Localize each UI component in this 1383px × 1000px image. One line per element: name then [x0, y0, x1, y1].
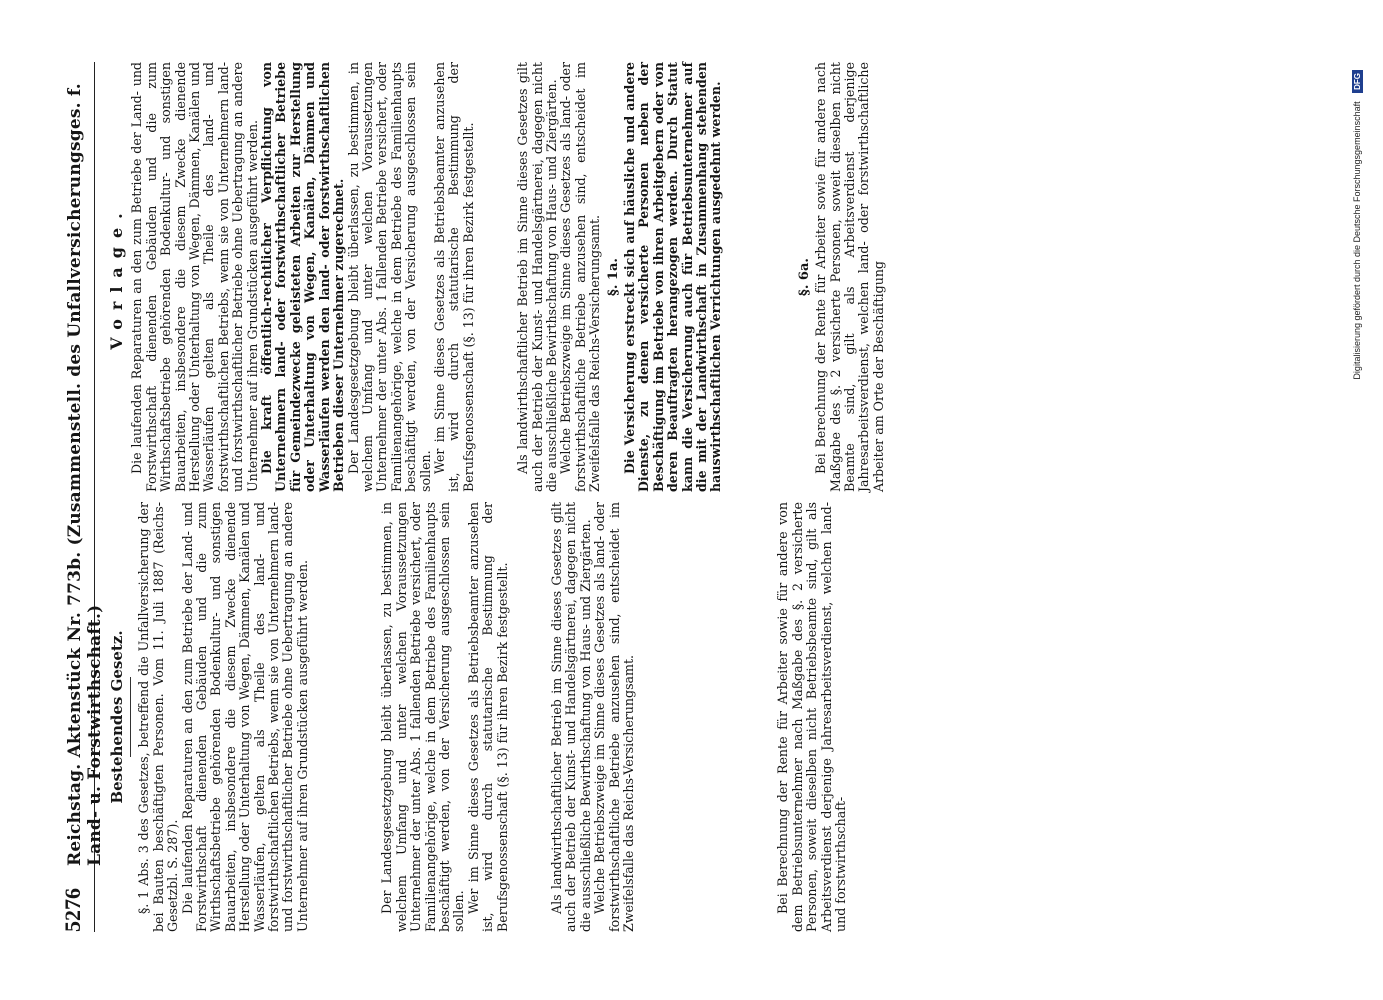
left-paragraph: Wer im Sinne dieses Gesetzes als Betriebsbeamter anzusehen ist, wird durch statutarische Bestimmung der Berufsgenossenschaft (§. 13) für ihren Bezirk festgestellt.: [465, 502, 510, 932]
right-paragraph: Wer im Sinne dieses Gesetzes als Betriebsbeamter anzusehen ist, wird durch statutarische Bestimmung der Berufsgenossenschaft (§. 13) für ihren Bezirk festgestellt.: [431, 62, 476, 492]
right-column: [108, 62, 886, 492]
left-column: [108, 502, 848, 932]
left-paragraph: §. 1 Abs. 3 des Gesetzes, betreffend die Unfallversicherung der bei Bauten beschäftigten Personen. Vom 11. Juli 1887 (Reichs-Gesetzbl. S. 287).: [136, 502, 181, 932]
left-paragraph: Als landwirthschaftlicher Betrieb im Sinne dieses Gesetzes gilt auch der Betrieb der Kunst- und Handelsgärtnerei, dagegen nicht die ausschließliche Bewirthschaftung von Haus- und Ziergärten.: [548, 502, 593, 932]
right-paragraph: Der Landesgesetzgebung bleibt überlassen, zu bestimmen, in welchem Umfang und unter welchen Voraussetzungen Unternehmer der unter Abs. 1 fallenden Betriebe versichert, oder Familienangehörige, welche in dem Betriebe des Familienhaupts beschäftigt werden, von der Versicherung ausgeschlossen sein sollen.: [345, 62, 433, 492]
right-paragraph: Als landwirthschaftlicher Betrieb im Sinne dieses Gesetzes gilt auch der Betrieb der Kunst- und Handelsgärtnerei, dagegen nicht die ausschließliche Bewirthschaftung von Haus- und Ziergärten.: [515, 62, 559, 492]
credit-text: Digitalisierung gefördert durch die Deutsche Forschungsgemeinschaft: [1352, 101, 1362, 380]
right-paragraph: Bei Berechnung der Rente für Arbeiter sowie für andere nach Maßgabe des §. 2 versicherte Personen, soweit dieselben nicht Beamte sind, gilt als Arbeitsverdienst derjenige Jahresarbeitsverdienst, welchen land- oder forstwirthschaftliche Arbeiter am Orte der Beschäftigung: [813, 62, 886, 492]
left-paragraph: Der Landesgesetzgebung bleibt überlassen, zu bestimmen, in welchem Umfang und unter welchen Voraussetzungen Unternehmer der unter Abs. 1 fallenden Betriebe versichert, oder Familienangehörige, welche in dem Betriebe des Familienhaupts beschäftigt werden, von der Versicherung ausgeschlossen sein sollen.: [379, 502, 467, 932]
left-paragraph: Die laufenden Reparaturen an den zum Betriebe der Land- und Forstwirthschaft dienenden Gebäuden und die zum Wirthschaftsbetriebe gehörenden Bodenkultur- und sonstigen Bauarbeiten, insbesondere die diesem Zwecke dienende Herstellung oder Unterhaltung von Wegen, Dämmen, Kanälen und Wasserläufen, gelten als Theile des land- und forstwirthschaftlichen Betriebs, wenn sie von Unternehmern land- und forstwirthschaftlicher Betriebe ohne Uebertragung an andere Unternehmer auf ihren Grundstücken ausgeführt werden.: [179, 502, 310, 932]
section-title: §. 1a.: [605, 258, 621, 296]
page-number: 5276: [60, 888, 85, 932]
dfg-logo: DFG: [1352, 70, 1363, 93]
left-column-heading: Bestehendes Gesetz.: [108, 630, 126, 804]
right-paragraph-new: Die kraft öffentlich-rechtlicher Verpflichtung von Unternehmern land- oder forstwirthschaftlicher Betriebe für Gemeindezwecke geleisteten Arbeiten zur Herstellung oder Unterhaltung von Wegen, Kanälen, Dämmen und Wasserläufen werden den land- oder forstwirthschaftlichen Betrieben dieser Unternehmer zugerechnet.: [259, 62, 347, 492]
header-title: Reichstag. Aktenstück Nr. 773b. (Zusammenstell. des Unfallversicherungsges. f. Land- u. Forstwirthschaft.): [65, 83, 105, 866]
right-paragraph: Welche Betriebszweige im Sinne dieses Gesetzes als land- oder forstwirthschaftliche Betriebe anzusehen sind, entscheidet im Zweifelsfalle das Reichs-Versicherungsamt.: [558, 62, 603, 492]
left-paragraph: Welche Betriebszweige im Sinne dieses Gesetzes als land- oder forstwirthschaftliche Betriebe anzusehen sind, entscheidet im Zweifelsfalle das Reichs-Versicherungsamt.: [592, 502, 636, 932]
heading-rule: [130, 677, 131, 757]
right-paragraph-new: Die Versicherung erstreckt sich auf häusliche und andere Dienste, zu denen versicherte Personen neben der Beschäftigung im Betriebe von ihren Arbeitgebern oder von deren Beauftragten herangezogen werden. Durch Statut kann die Versicherung auch für Betriebsunternehmer auf die mit der Landwirthschaft in Zusammenhang stehenden hauswirthschaftlichen Verrichtungen ausgedehnt werden.: [622, 62, 724, 492]
section-title: §. 6a.: [796, 258, 812, 296]
right-paragraph: Die laufenden Reparaturen an den zum Betriebe der Land- und Forstwirthschaft dienenden Gebäuden und die zum Wirthschaftsbetriebe gehörenden Bodenkultur- und sonstigen Bauarbeiten, insbesondere die diesem Zwecke dienende Herstellung oder Unterhaltung von Wegen, Dämmen, Kanälen und Wasserläufen gelten als Theile des land- und forstwirthschaftlichen Betriebs, wenn sie von Unternehmern land- und forstwirthschaftlicher Betriebe ohne Uebertragung an andere Unternehmer auf ihren Grundstücken ausgeführt werden.: [129, 62, 260, 492]
page-header: [60, 62, 105, 932]
digitization-credit: [1352, 70, 1363, 770]
right-column-heading: Vorlage.: [107, 204, 126, 350]
left-paragraph: Bei Berechnung der Rente für Arbeiter sowie für andere von dem Betriebsunternehmer nach Maßgabe des §. 2 versicherte Personen, soweit dieselben nicht Betriebsbeamte sind, gilt als Arbeitsverdienst derjenige Jahresarbeitsverdienst, welchen land- und forstwirthschaft-: [775, 502, 848, 932]
